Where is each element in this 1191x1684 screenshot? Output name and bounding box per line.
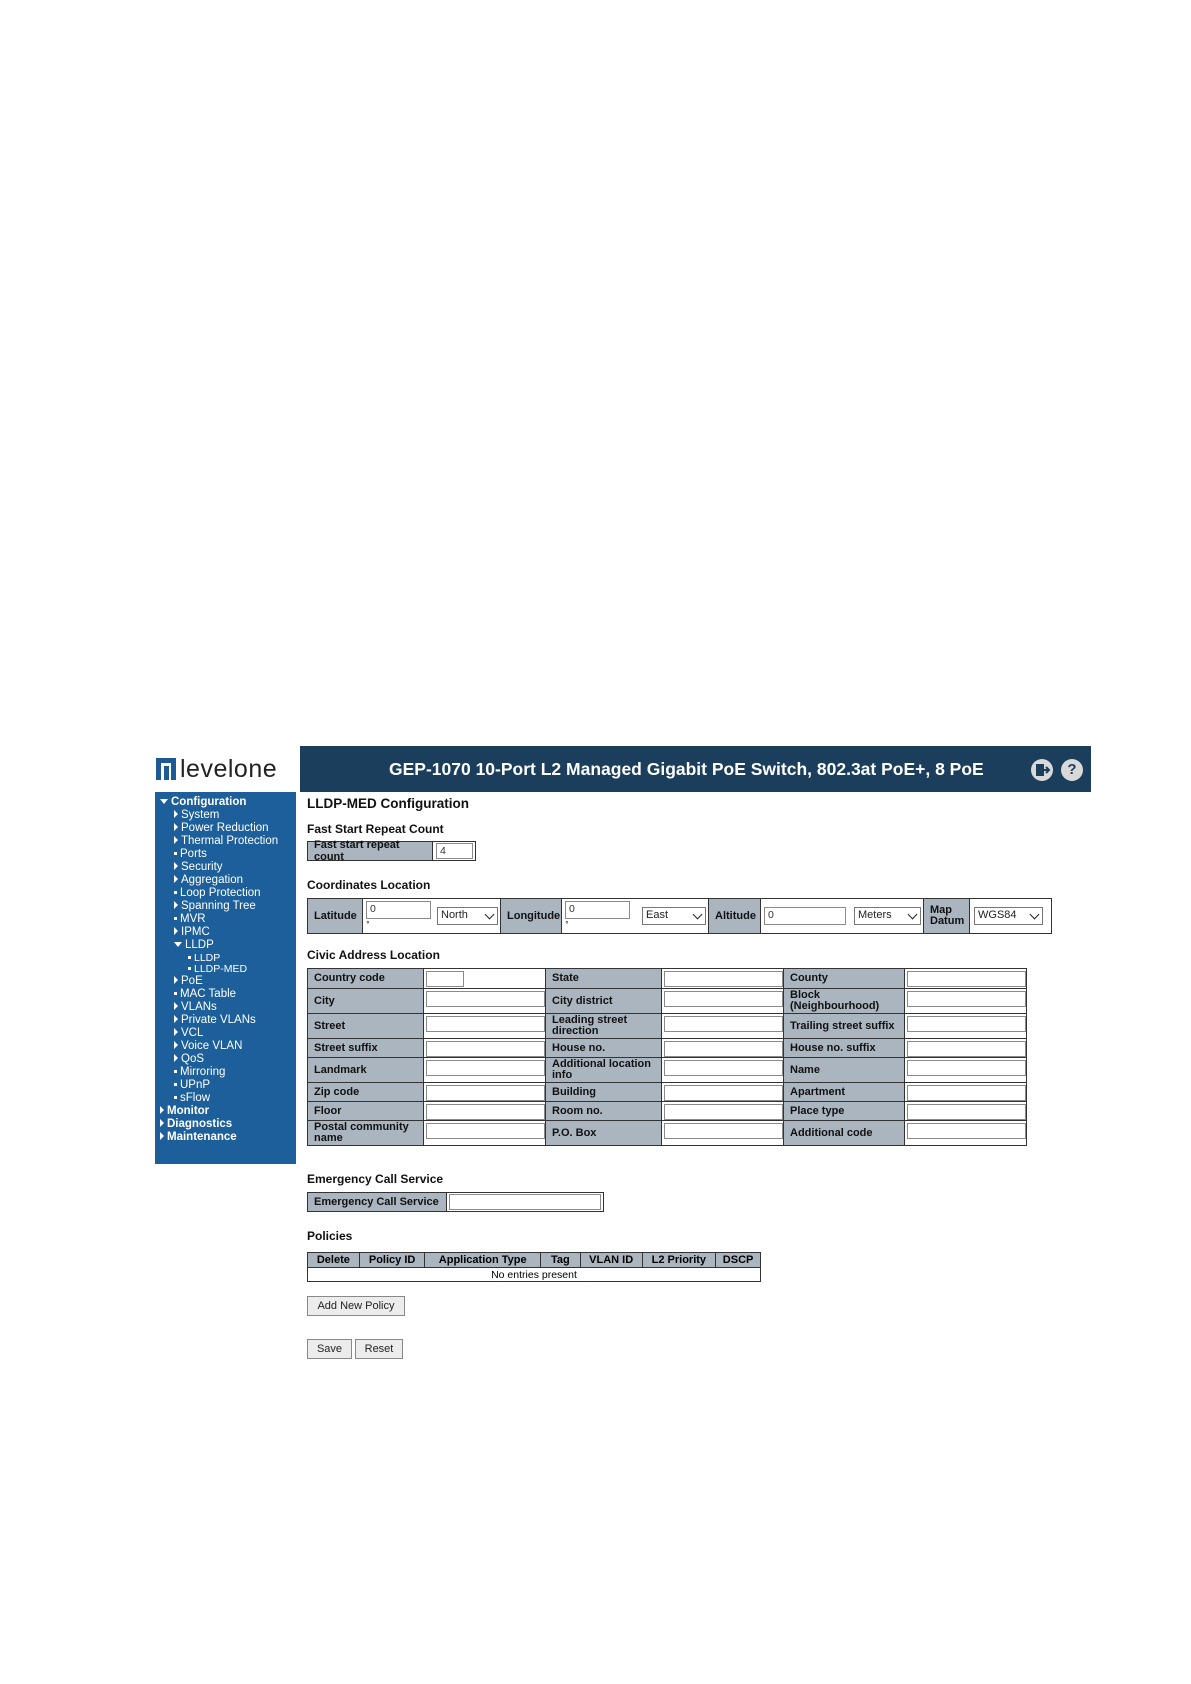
caret-right-icon [160,1119,164,1127]
emergency-call-service-label: Emergency Call Service [307,1192,447,1212]
civic-label-postal-community-name: Postal community name [307,1120,424,1146]
latitude-unit: ° [366,920,370,929]
civic-label-street: Street [307,1013,424,1039]
civic-cell [661,968,784,989]
civic-label-leading-street-direction: Leading street direction [545,1013,662,1039]
civic-label-additional-location-info: Additional location info [545,1057,662,1083]
latitude-label: Latitude [307,898,363,934]
civic-label-trailing-street-suffix: Trailing street suffix [783,1013,905,1039]
civic-input-block-neighbourhood-[interactable] [907,991,1026,1007]
civic-cell [661,1120,784,1146]
civic-label-street-suffix: Street suffix [307,1038,424,1058]
sidebar-item-diagnostics[interactable] [160,1118,232,1131]
civic-input-house-no-[interactable] [664,1041,783,1057]
civic-label-building: Building [545,1082,662,1102]
bullet-icon [188,956,191,959]
sidebar-item-sflow[interactable] [174,1092,210,1105]
civic-input-city-district[interactable] [664,991,783,1007]
civic-input-county[interactable] [907,971,1026,987]
civic-input-p-o-box[interactable] [664,1123,783,1139]
civic-cell [661,1013,784,1039]
civic-label-name: Name [783,1057,905,1083]
logout-icon[interactable] [1031,759,1053,781]
page-title: LLDP-MED Configuration [307,796,469,811]
sidebar-item-label: Ports [180,848,207,860]
sidebar-item-thermal-protection[interactable] [174,835,278,848]
caret-right-icon [174,927,178,935]
caret-right-icon [174,1028,178,1036]
sidebar-item-label: QoS [181,1053,205,1065]
civic-cell [661,1057,784,1083]
caret-right-icon [174,1054,178,1062]
sidebar-nav [155,792,296,1164]
civic-input-building[interactable] [664,1085,783,1101]
sidebar-item-maintenance[interactable] [160,1131,237,1144]
civic-label-house-no-suffix: House no. suffix [783,1038,905,1058]
sidebar-item-ipmc[interactable] [174,926,210,939]
add-new-policy-button[interactable]: Add New Policy [307,1296,405,1316]
caret-right-icon [174,810,178,818]
logo-text: levelone [180,754,278,783]
coordinates-heading: Coordinates Location [307,878,431,892]
bullet-icon [174,852,177,855]
sidebar-item-label: Power Reduction [181,822,269,834]
longitude-direction-select[interactable]: East [642,907,706,925]
civic-label-block-neighbourhood-: Block (Neighbourhood) [783,988,905,1014]
sidebar-item-label: Thermal Protection [181,835,279,847]
sidebar-item-monitor[interactable] [160,1105,209,1118]
header-banner [300,746,1091,792]
sidebar-item-label: LLDP-MED [194,963,248,975]
civic-input-additional-code[interactable] [907,1123,1026,1139]
civic-input-state[interactable] [664,971,783,987]
caret-down-icon [174,942,182,947]
civic-label-city: City [307,988,424,1014]
policies-heading: Policies [307,1229,353,1243]
civic-cell [904,1038,1027,1058]
longitude-input[interactable]: 0 [565,901,630,919]
civic-input-street[interactable] [426,1016,545,1032]
civic-input-city[interactable] [426,991,545,1007]
sidebar-item-label: sFlow [180,1092,211,1104]
policies-column-header: VLAN ID [581,1253,643,1267]
fast-start-heading: Fast Start Repeat Count [307,822,444,836]
civic-input-floor[interactable] [426,1104,545,1120]
caret-right-icon [174,823,178,831]
sidebar-item-label: IPMC [181,926,210,938]
emergency-call-service-input[interactable] [449,1194,601,1210]
fast-start-label: Fast start repeat count [307,841,433,861]
sidebar-item-label: MVR [180,913,206,925]
sidebar-item-voice-vlan[interactable] [174,1040,242,1053]
civic-cell [661,1082,784,1102]
civic-cell [904,1057,1027,1083]
civic-input-trailing-street-suffix[interactable] [907,1016,1026,1032]
civic-input-additional-location-info[interactable] [664,1060,783,1076]
civic-cell [904,968,1027,989]
civic-label-zip-code: Zip code [307,1082,424,1102]
civic-input-name[interactable] [907,1060,1026,1076]
sidebar-item-aggregation[interactable] [174,874,243,887]
fast-start-repeat-count-input[interactable]: 4 [436,843,473,859]
sidebar-item-vcl[interactable] [174,1027,203,1040]
civic-cell [661,1101,784,1121]
sidebar-item-label: Private VLANs [181,1014,256,1026]
longitude-unit: ° [565,920,569,929]
sidebar-item-label: LLDP [194,952,221,964]
policies-column-header: Application Type [425,1253,540,1267]
sidebar-item-ports[interactable] [174,848,207,861]
policies-table [307,1252,761,1282]
caret-right-icon [174,1015,178,1023]
civic-cell [904,1101,1027,1121]
logo-mark-icon [156,758,176,780]
civic-label-additional-code: Additional code [783,1120,905,1146]
civic-input-landmark[interactable] [426,1060,545,1076]
policies-column-header: Delete [308,1253,360,1267]
altitude-label: Altitude [708,898,761,934]
sidebar-item-configuration[interactable] [160,796,246,809]
civic-input-apartment[interactable] [907,1085,1026,1101]
civic-label-apartment: Apartment [783,1082,905,1102]
policies-empty-text: No entries present [491,1269,577,1281]
civic-input-place-type[interactable] [907,1104,1026,1120]
sidebar-item-label: LLDP [185,939,214,951]
civic-cell [423,1057,546,1083]
policies-column-header: Tag [541,1253,581,1267]
caret-right-icon [174,836,178,844]
sidebar-item-label: Security [181,861,223,873]
policies-column-header: L2 Priority [643,1253,717,1267]
civic-input-room-no-[interactable] [664,1104,783,1120]
civic-cell [904,988,1027,1014]
bullet-icon [174,1070,177,1073]
sidebar-item-label: System [181,809,220,821]
sidebar-item-label: Voice VLAN [181,1040,243,1052]
civic-cell [661,988,784,1014]
civic-label-house-no-: House no. [545,1038,662,1058]
reset-button[interactable]: Reset [355,1339,403,1359]
civic-cell [423,968,546,989]
emergency-heading: Emergency Call Service [307,1172,444,1186]
sidebar-item-mvr[interactable] [174,913,206,926]
caret-right-icon [160,1106,164,1114]
sidebar-item-label: Aggregation [181,874,244,886]
sidebar-item-label: PoE [181,975,203,987]
civic-input-zip-code[interactable] [426,1085,545,1101]
caret-right-icon [174,976,178,984]
civic-cell [904,1013,1027,1039]
caret-right-icon [174,862,178,870]
caret-right-icon [174,901,178,909]
sidebar-item-label: Diagnostics [167,1118,233,1130]
sidebar-item-qos[interactable] [174,1053,204,1066]
sidebar-item-label: Mirroring [180,1066,226,1078]
civic-input-street-suffix[interactable] [426,1041,545,1057]
sidebar-item-mac-table[interactable] [174,988,236,1001]
longitude-label: Longitude [500,898,562,934]
latitude-direction-select[interactable]: North [437,907,498,925]
civic-cell [423,1120,546,1146]
civic-label-country-code: Country code [307,968,424,989]
civic-input-leading-street-direction[interactable] [664,1016,783,1032]
civic-address-table [307,968,1075,1155]
civic-cell [423,988,546,1014]
caret-right-icon [160,1132,164,1140]
sidebar-item-security[interactable] [174,861,223,874]
coordinates-table [307,898,1083,934]
sidebar-item-label: VLANs [181,1001,217,1013]
logo [155,746,300,792]
caret-down-icon [160,799,168,804]
altitude-input[interactable]: 0 [764,907,846,925]
sidebar-item-poe[interactable] [174,975,203,988]
sidebar-item-upnp[interactable] [174,1079,210,1092]
help-icon[interactable]: ? [1061,759,1083,781]
bullet-icon [174,917,177,920]
sidebar-item-system[interactable] [174,809,219,822]
bullet-icon [174,891,177,894]
sidebar-item-label: Spanning Tree [181,900,256,912]
save-button[interactable]: Save [307,1339,352,1359]
civic-label-city-district: City district [545,988,662,1014]
sidebar-item-label: Configuration [171,796,247,808]
civic-label-place-type: Place type [783,1101,905,1121]
sidebar-item-private-vlans[interactable] [174,1014,256,1027]
civic-cell [904,1120,1027,1146]
latitude-input[interactable]: 0 [366,901,431,919]
civic-cell [661,1038,784,1058]
policies-column-header: Policy ID [360,1253,426,1267]
sidebar-item-label: VCL [181,1027,204,1039]
sidebar-item-label: Maintenance [167,1131,237,1143]
sidebar-item-spanning-tree[interactable] [174,900,256,913]
civic-label-landmark: Landmark [307,1057,424,1083]
screenshot-frame [155,746,1091,1372]
caret-right-icon [174,875,178,883]
civic-heading: Civic Address Location [307,948,440,962]
caret-right-icon [174,1041,178,1049]
map-datum-select[interactable]: WGS84 [974,907,1043,925]
bullet-icon [188,967,191,970]
civic-cell [904,1082,1027,1102]
civic-input-country-code[interactable] [426,971,464,987]
civic-label-p-o-box: P.O. Box [545,1120,662,1146]
sidebar-item-vlans[interactable] [174,1001,217,1014]
caret-right-icon [174,1002,178,1010]
bullet-icon [174,1083,177,1086]
sidebar-item-label: Loop Protection [180,887,261,899]
civic-cell [423,1038,546,1058]
civic-label-county: County [783,968,905,989]
sidebar-item-lldp[interactable] [174,939,214,952]
civic-cell [423,1013,546,1039]
map-datum-label: Map Datum [923,898,970,934]
civic-label-room-no-: Room no. [545,1101,662,1121]
altitude-unit-select[interactable]: Meters [854,907,921,925]
sidebar-item-loop-protection[interactable] [174,887,261,900]
policies-column-header: DSCP [722,1254,754,1266]
sidebar-item-label: MAC Table [180,988,237,1000]
sidebar-item-label: UPnP [180,1079,211,1091]
civic-cell [423,1101,546,1121]
sidebar-item-power-reduction[interactable] [174,822,269,835]
civic-input-house-no-suffix[interactable] [907,1041,1026,1057]
sidebar-item-label: Monitor [167,1105,210,1117]
bullet-icon [174,992,177,995]
bullet-icon [174,1096,177,1099]
sidebar-item-mirroring[interactable] [174,1066,225,1079]
civic-label-floor: Floor [307,1101,424,1121]
civic-cell [423,1082,546,1102]
page-header-title: GEP-1070 10-Port L2 Managed Gigabit PoE Switch, 802.3at PoE+, 8 PoE [389,758,984,779]
civic-input-postal-community-name[interactable] [426,1123,545,1139]
civic-label-state: State [545,968,662,989]
